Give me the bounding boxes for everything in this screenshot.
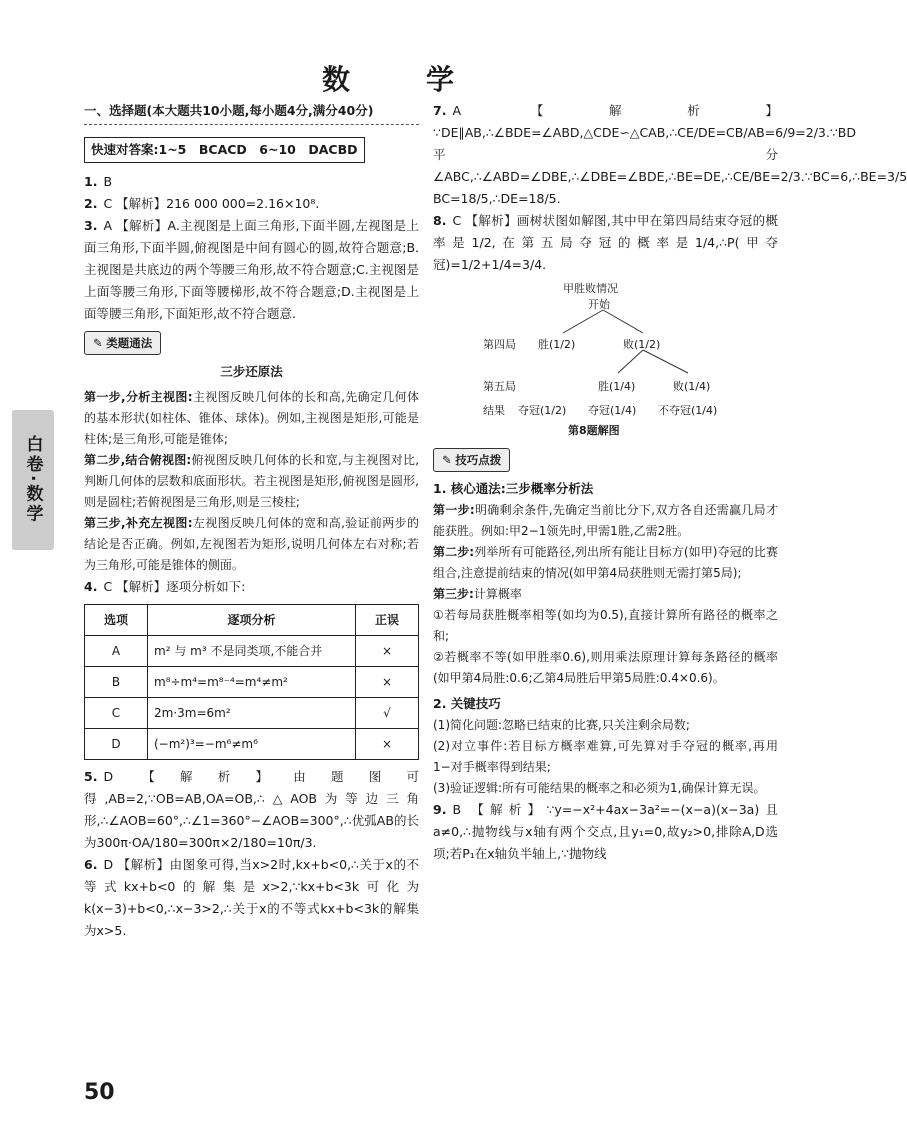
question-8 [433,210,778,276]
question-1 [84,171,419,193]
step-lead: 第三步: [433,587,474,601]
page-number: 50 [84,1080,115,1105]
tree-lose5: 败(1/4) [673,380,711,393]
table-header: 选项 [85,605,148,636]
question-number: 1. [84,174,98,189]
quick-answers-box: 快速对答案:1~5 BCACD 6~10 DACBD [84,137,365,163]
table-cell: 2m·3m=6m² [148,698,356,729]
method-step-1 [84,387,419,450]
question-2 [84,193,419,215]
step-text: 计算概率 [473,587,522,601]
table-row [85,698,419,729]
question-text: B [103,174,113,189]
question-3 [84,215,419,325]
question-number: 5. [84,769,98,784]
tip-item-1: (1)简化问题:忽略已结束的比赛,只关注剩余局数; [433,718,690,732]
table-header-row [85,605,419,636]
prob-step-1 [433,500,778,542]
question-text: C 【解析】216 000 000=2.16×10⁸. [103,196,320,211]
question-9 [433,799,778,865]
table-row [85,636,419,667]
table-cell: B [85,667,148,698]
step-text: 左视图反映几何体的宽和高,验证前两步的结论是否正确。例如,左视图若为矩形,说明几何体左右对称;若为三角形,可能是锥体的侧面。 [84,516,419,572]
tip-tag: ✎ 技巧点拨 [433,448,510,472]
left-column [84,100,419,942]
section-heading: 一、选择题(本大题共10小题,每小题4分,满分40分) [84,100,419,125]
prob-step-3 [433,584,778,605]
question-7 [433,100,907,210]
question-text: A 【解析】A.主视图是上面三角形,下面半圆,左视图是上面三角形,下面半圆,俯视图是中间有圆心的圆,故符合题意;B.主视图是共底边的两个等腰三角形,故不符合题意;C.主视图是上面等腰三角形,下面等腰梯形,故不符合题意;D.主视图是上面等腰三角形,下面矩形,故不符合题意. [84,218,419,321]
page-title: 数 学 [321,63,478,96]
tip-subheading-1: 1. 核心通法:三步概率分析法 [433,481,594,496]
tree-result-label: 结果 [483,404,505,417]
tip-item-2: (2)对立事件:若目标方概率难算,可先算对手夺冠的概率,再用1−对手概率得到结果; [433,739,778,774]
table-cell: C [85,698,148,729]
table-header: 正误 [356,605,419,636]
table-cell: × [356,729,419,760]
question-6 [84,854,419,942]
table-row [85,667,419,698]
table-cell: D [85,729,148,760]
tip-subheading-2: 2. 关键技巧 [433,696,501,711]
tip-item-3: (3)验证逻辑:所有可能结果的概率之和必须为1,确保计算无误。 [433,781,766,795]
question-number: 4. [84,579,98,594]
table-cell: × [356,636,419,667]
tree-title: 甲胜败情况 [563,282,618,295]
table-row [85,729,419,760]
calc-rule-1: ①若每局获胜概率相等(如均为0.5),直接计算所有路径的概率之和; [433,608,778,643]
method-step-3 [84,513,419,576]
calc-rule-2: ②若概率不等(如甲胜率0.6),则用乘法原理计算每条路径的概率(如甲第4局胜:0.6;乙第4局胜后甲第5局胜:0.4×0.6)。 [433,650,778,685]
method-tag: ✎ 类题通法 [84,331,161,355]
step-lead: 第二步: [433,545,475,559]
method-title: 三步还原法 [220,364,283,379]
step-text: 明确剩余条件,先确定当前比分下,双方各自还需赢几局才能获胜。例如:甲2−1领先时,甲需1胜,乙需2胜。 [433,503,778,538]
question-text: D 【解析】由图象可得,当x>2时,kx+b<0,∴关于x的不等式kx+b<0的解集是x>2,∵kx+b<3k可化为k(x−3)+b<0,∴x−3>2,∴关于x的不等式kx+b<3k的解集为x>5. [84,857,419,938]
question-number: 2. [84,196,98,211]
analysis-table [84,604,419,760]
tree-diagram [433,278,778,438]
question-text: C 【解析】逐项分析如下: [103,579,246,594]
table-cell: m² 与 m³ 不是同类项,不能合并 [148,636,356,667]
question-number: 7. [433,103,447,118]
table-cell: √ [356,698,419,729]
question-4 [84,576,419,598]
tree-caption: 第8题解图 [568,424,620,437]
side-tab: 白卷·数学 [12,410,54,550]
step-lead: 第二步,结合俯视图: [84,453,192,467]
step-text: 主视图反映几何体的长和高,先确定几何体的基本形状(如柱体、锥体、球体)。例如,主视图是矩形,可能是柱体;是三角形,可能是锥体; [84,390,419,446]
step-lead: 第一步: [433,503,475,517]
tree-win5: 胜(1/4) [598,380,636,393]
table-cell: (−m²)³=−m⁶≠m⁶ [148,729,356,760]
table-cell: × [356,667,419,698]
tree-lose4: 败(1/2) [623,338,661,351]
prob-step-2 [433,542,778,584]
tree-result-3: 不夺冠(1/4) [658,404,718,417]
step-lead: 第一步,分析主视图: [84,390,193,404]
question-number: 9. [433,802,447,817]
right-column [433,100,907,865]
tree-start: 开始 [588,298,610,311]
tree-round5-label: 第五局 [483,380,516,393]
question-text: C 【解析】画树状图如解图,其中甲在第四局结束夺冠的概率是1/2,在第五局夺冠的概率是1/4,∴P(甲夺冠)=1/2+1/4=3/4. [433,213,778,272]
tree-round4-label: 第四局 [483,338,516,351]
tree-result-2: 夺冠(1/4) [588,404,637,417]
question-5 [84,766,419,854]
question-text: B 【解析】∵y=−x²+4ax−3a²=−(x−a)(x−3a)且a≠0,∴抛物线与x轴有两个交点,且y₁=0,故y₂>0,排除A,D选项;若P₁在x轴负半轴上,∵抛物线 [433,802,778,861]
question-number: 3. [84,218,98,233]
step-text: 列举所有可能路径,列出所有能让目标方(如甲)夺冠的比赛组合,注意提前结束的情况(如甲第4局获胜则无需打第5局); [433,545,778,580]
question-text: A 【解析】∵DE∥AB,∴∠BDE=∠ABD,△CDE∽△CAB,∴CE/DE=CB/AB=6/9=2/3.∵BD平分∠ABC,∴∠ABD=∠DBE,∴∠DBE=∠BDE,∴BE=DE,∴CE/BE=2/3.∵BC=6,∴BE=3/5 BC=18/5,∴DE=18/5. [433,103,907,206]
table-cell: m⁸÷m⁴=m⁸⁻⁴=m⁴≠m² [148,667,356,698]
method-step-2 [84,450,419,513]
step-lead: 第三步,补充左视图: [84,516,193,530]
step-text: 俯视图反映几何体的长和宽,与主视图对比,判断几何体的层数和底面形状。若主视图是矩形,俯视图是圆形,则是圆柱;若俯视图是三角形,则是三棱柱; [84,453,420,509]
question-number: 6. [84,857,98,872]
tree-result-1: 夺冠(1/2) [518,404,567,417]
table-cell: A [85,636,148,667]
question-number: 8. [433,213,447,228]
question-text: D 【解析】由题图可得,AB=2,∵OB=AB,OA=OB,∴△AOB为等边三角形,∴∠AOB=60°,∴∠1=360°−∠AOB=300°,∴优弧AB的长为300π·OA/180=300π×2/180=10π/3. [84,769,419,850]
table-header: 逐项分析 [148,605,356,636]
tree-win4: 胜(1/2) [538,338,576,351]
